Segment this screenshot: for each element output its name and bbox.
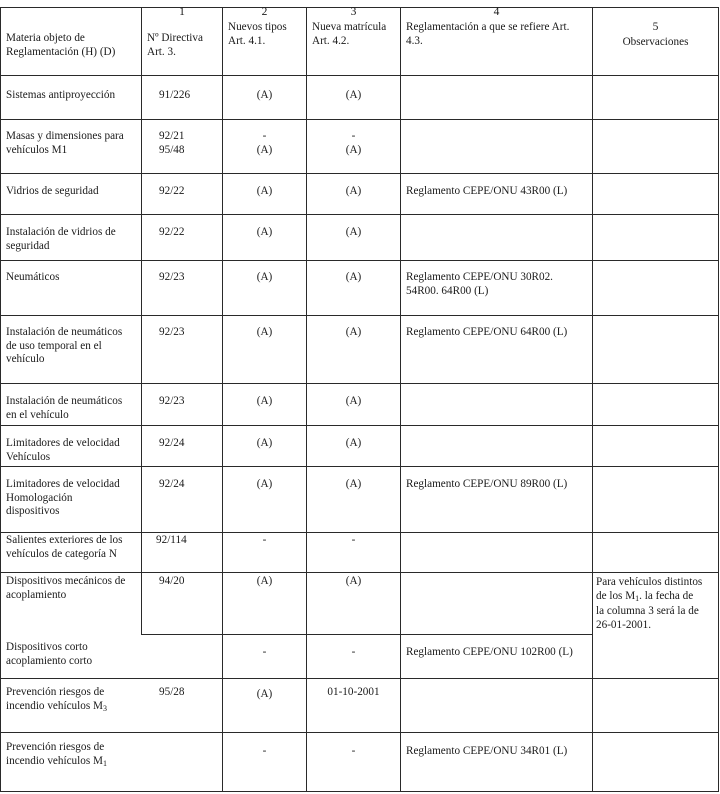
cell-nueva-matricula: -	[351, 534, 356, 546]
header-materia: Materia objeto de Reglamentación (H) (D)	[6, 32, 116, 58]
cell-nuevos-tipos: (A)	[256, 185, 273, 197]
cell-nuevos-tipos: - (A)	[256, 130, 273, 156]
observaciones-text: . la fecha de la columna 3 será la de 26-01-2001.	[596, 589, 699, 631]
row-divider	[0, 532, 719, 533]
cell-nuevos-tipos: -	[262, 534, 267, 546]
header-nuevos-tipos: Nuevos tipos Art. 4.1.	[228, 21, 287, 47]
row-divider	[0, 383, 719, 384]
table-bottom-border	[0, 791, 719, 792]
row-divider	[0, 678, 719, 679]
cell-directiva: 92/22	[159, 226, 185, 238]
observaciones-text: Para vehículos distintos de los M	[596, 576, 703, 602]
cell-nueva-matricula: (A)	[345, 89, 362, 101]
materia-text: Prevención riesgos de incendio vehículos M	[6, 741, 105, 767]
cell-directiva: 92/23	[159, 271, 185, 283]
row-divider	[141, 634, 593, 635]
cell-materia: Limitadores de velocidad Vehículos	[6, 437, 120, 463]
row-divider	[0, 315, 719, 316]
cell-nuevos-tipos: (A)	[256, 326, 273, 338]
header-observaciones: Observaciones	[622, 36, 689, 48]
observaciones-subscript: 1	[635, 593, 640, 603]
cell-materia: Dispositivos mecánicos de acoplamiento	[6, 575, 126, 601]
row-divider	[0, 214, 719, 215]
column-number: 4	[493, 6, 500, 18]
cell-reglamentacion: Reglamento CEPE/ONU 102R00 (L)	[406, 646, 573, 658]
cell-nueva-matricula: (A)	[345, 478, 362, 490]
cell-nuevos-tipos: (A)	[256, 437, 273, 449]
cell-directiva: 92/22	[159, 185, 185, 197]
cell-nuevos-tipos: (A)	[256, 688, 273, 700]
cell-nueva-matricula: (A)	[345, 575, 362, 587]
cell-observaciones	[596, 576, 716, 632]
materia-text: Prevención riesgos de incendio vehículos M	[6, 686, 105, 712]
header-reglamentacion: Reglamentación a que se refiere Art. 4.3.	[406, 21, 570, 47]
cell-nuevos-tipos: -	[262, 646, 267, 658]
cell-materia: Instalación de neumáticos de uso temporal en el vehículo	[6, 326, 123, 366]
table-right-border	[718, 7, 719, 792]
cell-nueva-matricula: - (A)	[345, 130, 362, 156]
cell-materia: Limitadores de velocidad Homologación dispositivos	[6, 478, 120, 518]
row-divider	[0, 119, 719, 120]
cell-materia: Neumáticos	[6, 271, 60, 283]
cell-reglamentacion: Reglamento CEPE/ONU 64R00 (L)	[406, 326, 568, 338]
cell-nueva-matricula: -	[351, 745, 356, 757]
materia-subscript: 1	[102, 758, 107, 768]
column-divider	[141, 7, 142, 635]
cell-materia	[6, 741, 138, 770]
column-number: 5	[652, 21, 659, 33]
cell-materia: Salientes exteriores de los vehículos de categoría N	[6, 534, 123, 560]
column-number: 3	[350, 6, 357, 18]
cell-nuevos-tipos: -	[262, 745, 267, 757]
row-divider	[0, 173, 719, 174]
cell-directiva: 92/24	[159, 478, 185, 490]
column-divider	[592, 7, 593, 792]
cell-nuevos-tipos: (A)	[256, 226, 273, 238]
row-divider	[0, 466, 719, 467]
cell-materia: Instalación de vidrios de seguridad	[6, 226, 116, 252]
cell-reglamentacion: Reglamento CEPE/ONU 43R00 (L)	[406, 185, 568, 197]
cell-nueva-matricula: (A)	[345, 185, 362, 197]
cell-materia: Instalación de neumáticos en el vehículo	[6, 395, 123, 421]
cell-directiva: 91/226	[159, 89, 191, 101]
cell-materia: Sistemas antiproyección	[6, 89, 116, 101]
cell-directiva: 95/28	[159, 686, 185, 698]
cell-directiva: 92/21 95/48	[159, 130, 185, 156]
cell-directiva: 92/24	[159, 437, 185, 449]
row-divider	[0, 260, 719, 261]
cell-nuevos-tipos: (A)	[256, 271, 273, 283]
header-directiva: Nº Directiva Art. 3.	[147, 32, 203, 58]
cell-materia: Vidrios de seguridad	[6, 185, 99, 197]
cell-reglamentacion: Reglamento CEPE/ONU 30R02. 54R00. 64R00 (L)	[406, 271, 553, 297]
cell-nueva-matricula: (A)	[345, 395, 362, 407]
row-divider	[0, 425, 719, 426]
column-number: 1	[179, 6, 185, 18]
row-divider	[0, 732, 719, 733]
cell-reglamentacion: Reglamento CEPE/ONU 34R01 (L)	[406, 745, 568, 757]
cell-nuevos-tipos: (A)	[256, 478, 273, 490]
cell-nueva-matricula: -	[351, 646, 356, 658]
cell-reglamentacion: Reglamento CEPE/ONU 89R00 (L)	[406, 478, 568, 490]
row-divider	[0, 572, 719, 573]
column-number: 2	[261, 6, 268, 18]
cell-directiva: 92/23	[159, 326, 185, 338]
cell-nueva-matricula: (A)	[345, 326, 362, 338]
row-divider	[0, 75, 719, 76]
column-divider	[400, 7, 401, 792]
cell-directiva: 92/23	[159, 395, 185, 407]
cell-nuevos-tipos: (A)	[256, 395, 273, 407]
cell-nueva-matricula: (A)	[345, 271, 362, 283]
cell-materia	[6, 686, 138, 715]
header-nueva-matricula: Nueva matrícula Art. 4.2.	[312, 21, 387, 47]
materia-subscript: 3	[102, 703, 107, 713]
cell-directiva: 94/20	[159, 575, 185, 587]
cell-nueva-matricula: (A)	[345, 437, 362, 449]
cell-materia: Dispositivos corto acoplamiento corto	[6, 641, 93, 667]
cell-directiva: 92/114	[156, 534, 187, 546]
cell-nueva-matricula: (A)	[345, 226, 362, 238]
table-left-border	[0, 7, 1, 792]
cell-nuevos-tipos: (A)	[256, 575, 273, 587]
cell-materia: Masas y dimensiones para vehículos M1	[6, 130, 124, 156]
cell-nueva-matricula: 01-10-2001	[327, 686, 380, 698]
cell-nuevos-tipos: (A)	[256, 89, 273, 101]
